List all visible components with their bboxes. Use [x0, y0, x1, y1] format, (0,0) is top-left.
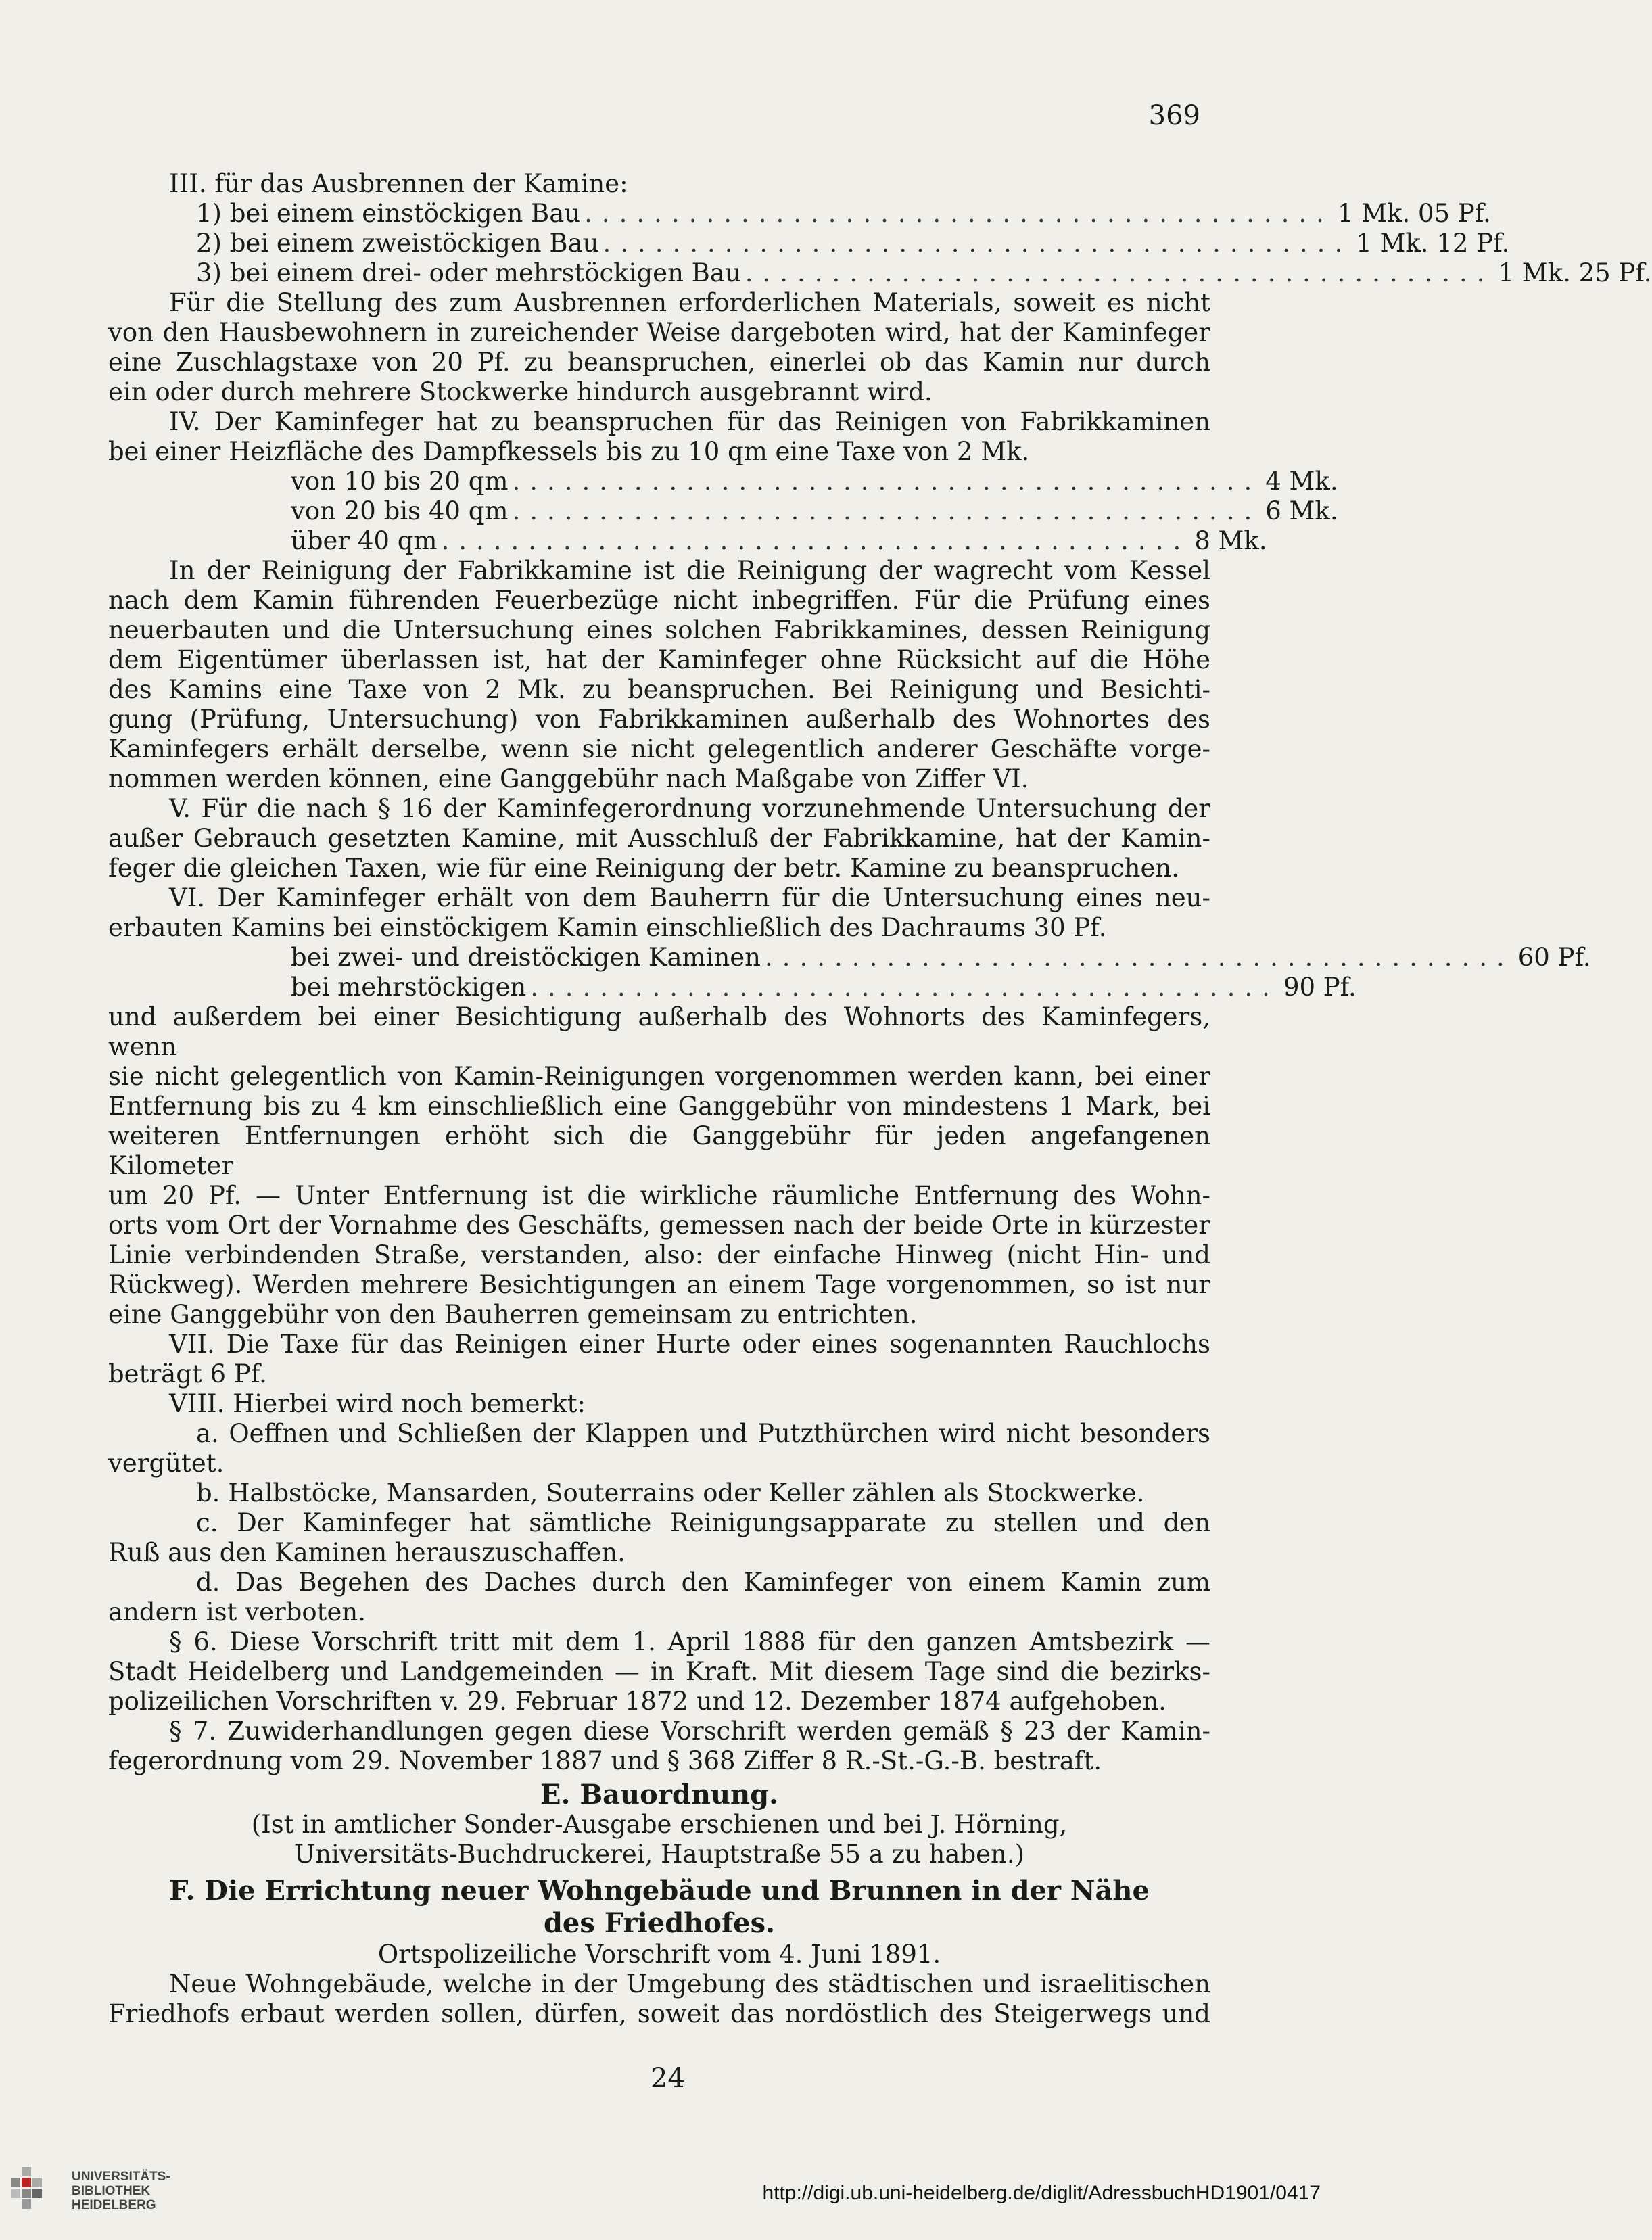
text-line: polizeilichen Vorschriften v. 29. Februar 1872 und 12. Dezember 1874 aufgehoben.	[108, 1687, 1166, 1716]
text-line: nommen werden können, eine Ganggebühr nach Maßgabe von Ziffer VI.	[108, 764, 1029, 793]
text-line: d. Das Begehen des Daches durch den Kaminfeger von einem Kamin zum	[196, 1568, 1210, 1597]
text-line: ein oder durch mehrere Stockwerke hindurch ausgebrannt wird.	[108, 377, 933, 406]
library-logo	[9, 2164, 170, 2217]
leader-dots: ...........................................	[584, 199, 1334, 228]
leader-dots: ...........................................	[512, 496, 1262, 526]
price-row	[291, 943, 1591, 973]
paragraph-7: § 7. Zuwiderhandlungen gegen diese Vorschrift werden gemäß § 23 der Kamin-	[169, 1717, 1210, 1746]
text-line: bei einer Heizfläche des Dampfkessels bis zu 10 qm eine Taxe von 2 Mk.	[108, 437, 1030, 466]
price-row	[196, 258, 1652, 288]
text-line: Stadt Heidelberg und Landgemeinden — in Kraft. Mit diesem Tage sind die bezirks-	[108, 1657, 1210, 1686]
text-line: In der Reinigung der Fabrikkamine ist die Reinigung der wagrecht vom Kessel	[169, 556, 1210, 585]
price-value: 60 Pf.	[1517, 943, 1591, 972]
text-line: gung (Prüfung, Untersuchung) von Fabrikkaminen außerhalb des Wohnortes des	[108, 705, 1210, 734]
leader-dots: ...........................................	[745, 258, 1494, 287]
section-4-list	[108, 467, 1338, 556]
price-value: 1 Mk. 05 Pf.	[1337, 199, 1491, 228]
text-line: Universitäts-Buchdruckerei, Hauptstraße 55 a zu haben.)	[293, 1840, 1025, 1869]
text-line: weiteren Entfernungen erhöht sich die Ganggebühr für jeden angefangenen Kilometer	[108, 1121, 1210, 1180]
leader-dots: ...........................................	[765, 943, 1514, 972]
footer-page-number: 24	[651, 2063, 685, 2094]
text-line: orts vom Ort der Vornahme des Geschäfts, gemessen nach der beide Orte in kürzester	[108, 1211, 1210, 1240]
text-line: des Kamins eine Taxe von 2 Mk. zu beanspruchen. Bei Reinigung und Besichti-	[108, 675, 1210, 704]
price-row	[291, 973, 1356, 1002]
price-row	[196, 229, 1510, 258]
text-line: eine Zuschlagstaxe von 20 Pf. zu beanspruchen, einerlei ob das Kamin nur durch	[108, 348, 1210, 377]
text-line: Entfernung bis zu 4 km einschließlich eine Ganggebühr von mindestens 1 Mark, bei	[108, 1092, 1210, 1121]
section-6-intro: VI. Der Kaminfeger erhält von dem Bauherrn für die Untersuchung eines neu-	[169, 883, 1210, 912]
price-row	[196, 199, 1491, 229]
text-line: Kaminfegers erhält derselbe, wenn sie nicht gelegentlich anderer Geschäfte vorge-	[108, 734, 1210, 764]
section-6-list	[108, 943, 1591, 1002]
leader-dots: ...........................................	[441, 526, 1191, 555]
page-number: 369	[1148, 100, 1200, 131]
text-line: beträgt 6 Pf.	[108, 1359, 267, 1389]
text-line: b. Halbstöcke, Mansarden, Souterrains oder Keller zählen als Stockwerke.	[196, 1478, 1145, 1508]
leader-dots: ...........................................	[512, 467, 1262, 496]
text-line: nach dem Kamin führenden Feuerbezüge nicht inbegriffen. Für die Prüfung eines	[108, 586, 1210, 615]
text-line: eine Ganggebühr von den Bauherren gemeinsam zu entrichten.	[108, 1300, 918, 1329]
section-3-list	[108, 199, 1652, 288]
price-value: 4 Mk.	[1265, 467, 1338, 496]
text-line: um 20 Pf. — Unter Entfernung ist die wirkliche räumliche Entfernung des Wohn-	[108, 1181, 1210, 1210]
text-line: Für die Stellung des zum Ausbrennen erforderlichen Materials, soweit es nicht	[169, 288, 1210, 317]
price-label: 2) bei einem zweistöckigen Bau	[196, 229, 599, 258]
price-label: 3) bei einem drei- oder mehrstöckigen Bau	[196, 258, 741, 287]
price-value: 6 Mk.	[1265, 496, 1338, 526]
price-value: 8 Mk.	[1194, 526, 1267, 555]
logo-line: UNIVERSITÄTS-	[72, 2169, 170, 2184]
text-line: vergütet.	[108, 1449, 225, 1478]
text-line: und außerdem bei einer Besichtigung außerhalb des Wohnorts des Kaminfegers, wenn	[108, 1002, 1210, 1061]
source-url[interactable]: http://digi.ub.uni-heidelberg.de/diglit/AdressbuchHD1901/0417	[762, 2182, 1321, 2204]
section-f-subtitle: Ortspolizeiliche Vorschrift vom 4. Juni 1891.	[377, 1940, 941, 1969]
price-row	[291, 496, 1338, 526]
text-line: Linie verbindenden Straße, verstanden, also: der einfache Hinweg (nicht Hin- und	[108, 1240, 1210, 1269]
price-label: von 20 bis 40 qm	[291, 496, 509, 526]
text-line: andern ist verboten.	[108, 1597, 367, 1627]
price-label: bei zwei- und dreistöckigen Kaminen	[291, 943, 761, 972]
price-label: von 10 bis 20 qm	[291, 467, 509, 496]
text-line: fegerordnung vom 29. November 1887 und § 368 Ziffer 8 R.-St.-G.-B. bestraft.	[108, 1746, 1102, 1775]
text-line: Friedhofs erbaut werden sollen, dürfen, soweit das nordöstlich des Steigerwegs und	[108, 1999, 1210, 2028]
text-line: neuerbauten und die Untersuchung eines solchen Fabrikkamines, dessen Reinigung	[108, 615, 1210, 645]
section-f-heading-cont: des Friedhofes.	[543, 1907, 776, 1939]
price-value: 90 Pf.	[1283, 973, 1356, 1002]
text-line: Neue Wohngebäude, welche in der Umgebung des städtischen und israelitischen	[169, 1969, 1210, 1999]
logo-line: BIBLIOTHEK	[72, 2183, 151, 2198]
price-label: 1) bei einem einstöckigen Bau	[196, 199, 581, 228]
text-line: feger die gleichen Taxen, wie für eine Reinigung der betr. Kamine zu beanspruchen.	[108, 854, 1179, 883]
section-7-text: VII. Die Taxe für das Reinigen einer Hurte oder eines sogenannten Rauchlochs	[169, 1330, 1210, 1359]
text-line: von den Hausbewohnern in zureichender Weise dargeboten wird, hat der Kaminfeger	[108, 318, 1210, 347]
text-line: c. Der Kaminfeger hat sämtliche Reinigungsapparate zu stellen und den	[196, 1508, 1210, 1537]
price-label: bei mehrstöckigen	[291, 973, 527, 1002]
leader-dots: ...........................................	[603, 229, 1352, 258]
logo-line: HEIDELBERG	[72, 2197, 156, 2212]
section-4-intro: IV. Der Kaminfeger hat zu beanspruchen für das Reinigen von Fabrikkaminen	[169, 407, 1210, 436]
text-line: Ruß aus den Kaminen herauszuschaffen.	[108, 1538, 626, 1567]
leader-dots: ...........................................	[530, 973, 1279, 1002]
price-value: 1 Mk. 25 Pf.	[1498, 258, 1652, 287]
text-line: sie nicht gelegentlich von Kamin-Reinigungen vorgenommen werden kann, bei einer	[108, 1062, 1210, 1091]
library-logo-text	[72, 2170, 170, 2212]
text-line: (Ist in amtlicher Sonder-Ausgabe erschienen und bei J. Hörning,	[251, 1810, 1068, 1839]
section-8-intro: VIII. Hierbei wird noch bemerkt:	[169, 1389, 586, 1418]
section-5-text: V. Für die nach § 16 der Kaminfegerordnung vorzunehmende Untersuchung der	[169, 794, 1210, 823]
body-text	[108, 169, 1652, 2029]
text-line: erbauten Kamins bei einstöckigem Kamin einschließlich des Dachraums 30 Pf.	[108, 913, 1107, 942]
price-row	[291, 526, 1267, 556]
section-f-heading: F. Die Errichtung neuer Wohngebäude und Brunnen in der Nähe	[169, 1875, 1150, 1907]
section-3-intro: III. für das Ausbrennen der Kamine:	[169, 169, 628, 198]
library-logo-icon	[9, 2164, 62, 2217]
text-line: dem Eigentümer überlassen ist, hat der Kaminfeger ohne Rücksicht auf die Höhe	[108, 645, 1210, 674]
section-e-heading: E. Bauordnung.	[540, 1779, 778, 1811]
price-row	[291, 467, 1338, 496]
text-line: a. Oeffnen und Schließen der Klappen und Putzthürchen wird nicht besonders	[196, 1419, 1210, 1448]
paragraph-6: § 6. Diese Vorschrift tritt mit dem 1. April 1888 für den ganzen Amtsbezirk —	[169, 1627, 1210, 1656]
price-value: 1 Mk. 12 Pf.	[1356, 229, 1510, 258]
text-line: Rückweg). Werden mehrere Besichtigungen an einem Tage vorgenommen, so ist nur	[108, 1270, 1210, 1299]
text-line: außer Gebrauch gesetzten Kamine, mit Ausschluß der Fabrikkamine, hat der Kamin-	[108, 824, 1210, 853]
price-label: über 40 qm	[291, 526, 438, 555]
